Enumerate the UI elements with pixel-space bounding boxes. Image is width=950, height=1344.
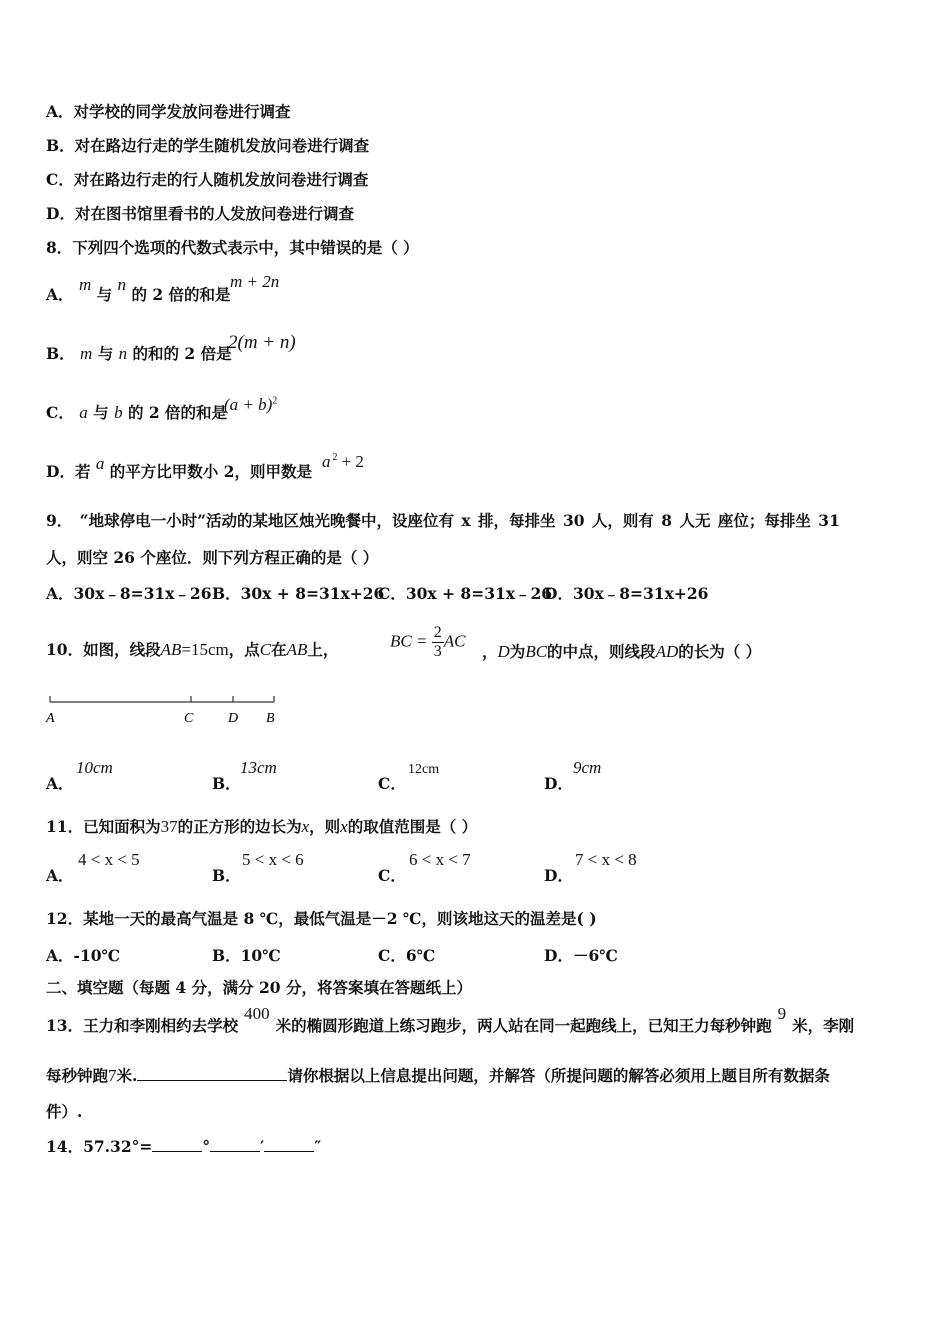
q8-c-expr (224, 395, 277, 415)
q14-sec: ″ (314, 1137, 322, 1156)
q8-c-expr-exp: 2 (272, 395, 278, 407)
q11-pre: 11．已知面积为 (46, 817, 161, 836)
q10-ab: AB (160, 640, 182, 659)
q14-min: ′ (260, 1137, 265, 1156)
q8-stem: 8．下列四个选项的代数式表示中，其中错误的是（ ） (46, 238, 419, 257)
q14-line (46, 1137, 321, 1157)
q8-option-d (46, 454, 312, 482)
q13-pre: 13．王力和李刚相约去学校 (46, 1016, 239, 1035)
q14-deg: ° (202, 1137, 211, 1156)
q10-opt-b-label: B． (212, 774, 241, 793)
q8-b-m: m (80, 344, 93, 363)
q11-mid: 的正方形的边长为 (177, 817, 302, 836)
q7-option-b: B．对在路边行走的学生随机发放问卷进行调查 (46, 136, 370, 155)
q8-option-a (46, 275, 231, 305)
q8-b-yu: 与 (97, 344, 114, 363)
q8-a-yu: 与 (96, 285, 113, 304)
section-2-heading: 二、填空题（每题 4 分，满分 20 分，将答案填在答题纸上） (46, 978, 472, 997)
q10-ab2: AB (286, 640, 308, 659)
q11-opt-c-value: 6 < x < 7 (409, 850, 471, 869)
q8-option-b (46, 344, 232, 364)
q13-line3: 件）. (46, 1102, 83, 1121)
q8-c-b: b (114, 403, 123, 422)
q12-option-b: B．10℃ (212, 946, 281, 965)
q8-a-n: n (117, 275, 127, 294)
q13-line2-post: 请你根据以上信息提出问题，并解答（所提问题的解答必须用上题目所有数据条 (287, 1066, 830, 1085)
q8-c-label: C． (46, 403, 74, 422)
q10-pre: 10．如图，线段 (46, 640, 161, 659)
q8-d-label: D．若 (46, 462, 91, 481)
q7-option-a: A．对学校的同学发放问卷进行调查 (46, 102, 291, 121)
q11-opt-a-value: 4 < x < 5 (78, 850, 140, 869)
q10-opt-b-value: 13cm (240, 758, 277, 777)
q14-degree-blank[interactable] (152, 1137, 202, 1152)
q10-mid1: ，点 (228, 640, 260, 659)
q8-d-expr-a: a (322, 452, 331, 471)
q10-stem-tail (482, 642, 761, 662)
q8-b-expr: 2(m + n) (228, 332, 296, 353)
label-c: C (184, 711, 194, 726)
q10-fraction (432, 624, 444, 661)
q10-comma: ， (482, 642, 498, 661)
q8-d-a: a (95, 454, 105, 473)
q10-bc2: BC (525, 642, 548, 661)
q8-d-expr-rest: + 2 (341, 452, 364, 471)
q10-mid3: 上， (307, 640, 339, 659)
q8-c-a: a (79, 403, 88, 422)
q10-opt-c-value: 12cm (408, 762, 440, 777)
q8-b-n: n (118, 344, 128, 363)
q8-d-text: 的平方比甲数小 2，则甲数是 (109, 462, 312, 481)
q8-a-m: m (78, 275, 92, 294)
q10-eq-val: =15cm (181, 640, 229, 659)
q12-option-a: A．-10℃ (46, 946, 121, 965)
q13-line2-pre: 每秒钟跑 (46, 1066, 109, 1085)
q10-opt-a-value: 10cm (76, 758, 113, 777)
q10-mid4: 为 (509, 642, 526, 661)
label-a: A (46, 711, 55, 726)
q7-option-c: C．对在路边行走的行人随机发放问卷进行调查 (46, 170, 369, 189)
q9-option-b: B．30x + 8=31x+26 (212, 584, 385, 603)
q13-line1 (46, 1004, 855, 1036)
q10-mid2: 在 (271, 640, 287, 659)
q9-option-a: A．30x﹣8=31x﹣26 (46, 584, 212, 603)
q10-post: 的长为（ ） (678, 642, 762, 661)
q11-post: 的取值范围是（ ） (347, 817, 478, 836)
q13-num9: 9 (777, 1004, 787, 1023)
q13-mid: 米的椭圆形跑道上练习跑步，两人站在同一起跑线上，已知王力每秒钟跑 (275, 1016, 772, 1035)
q8-b-label: B． (46, 344, 75, 363)
q11-opt-c-label: C． (378, 866, 406, 885)
q13-post: 米，李刚 (792, 1016, 855, 1035)
q8-d-expr-exp: 2 (332, 452, 338, 464)
q10-opt-d-value: 9cm (573, 758, 602, 777)
q13-num7: 7 (108, 1066, 117, 1085)
q10-frac-num: 2 (433, 624, 442, 641)
q13-line2 (46, 1066, 830, 1086)
q10-c: C (259, 640, 272, 659)
q8-option-c (46, 403, 227, 423)
q11-opt-b-value: 5 < x < 6 (242, 850, 304, 869)
q7-option-d: D．对在图书馆里看书的人发放问卷进行调查 (46, 204, 354, 223)
q8-c-yu: 与 (93, 403, 109, 422)
q11-opt-b-label: B． (212, 866, 241, 885)
q11-x: x (301, 817, 310, 836)
q12-stem: 12．某地一天的最高气温是 8 ℃，最低气温是－2 ℃，则该地这天的温差是( ) (46, 909, 597, 928)
q8-b-text: 的和的 2 倍是 (132, 344, 232, 363)
label-b: B (266, 711, 275, 726)
q12-option-d: D．－6℃ (544, 946, 618, 965)
q8-a-expr: m + 2n (230, 272, 280, 291)
q11-mid2: ，则 (309, 817, 341, 836)
q10-segment-diagram (40, 690, 290, 730)
q9-line2: 人，则空 26 个座位．则下列方程正确的是（ ） (46, 548, 379, 567)
q10-bc: BC = (390, 631, 428, 651)
q14-second-blank[interactable] (264, 1137, 314, 1152)
q14-minute-blank[interactable] (210, 1137, 260, 1152)
q10-d: D (497, 642, 510, 661)
q9-option-d: D．30x﹣8=31x+26 (544, 584, 709, 603)
q8-d-expr (322, 452, 364, 472)
q10-ad: AD (655, 642, 679, 661)
q10-stem (46, 640, 338, 660)
q14-pre: 14．57.32°= (46, 1137, 153, 1156)
q12-option-c: C．6℃ (378, 946, 436, 965)
q10-opt-a-label: A． (46, 774, 74, 793)
q13-line2-mid: 米. (116, 1066, 138, 1085)
q11-x2: x (340, 817, 348, 836)
q10-opt-c-label: C． (378, 774, 406, 793)
q9-option-c: C．30x + 8=31x﹣26 (378, 584, 553, 603)
q10-frac-den: 3 (433, 643, 442, 660)
q10-opt-d-label: D． (544, 774, 573, 793)
q11-opt-d-label: D． (544, 866, 573, 885)
q11-num: 37 (160, 817, 178, 836)
q8-c-expr-base: (a + b) (224, 395, 273, 414)
q10-bc-formula (390, 624, 465, 661)
q11-opt-d-value: 7 < x < 8 (575, 850, 637, 869)
q11-stem (46, 817, 477, 837)
q13-num400: 400 (244, 1004, 270, 1023)
q11-opt-a-label: A． (46, 866, 74, 885)
q13-answer-blank[interactable] (137, 1066, 287, 1081)
q8-a-label: A． (46, 285, 74, 304)
q9-line1: 9． “地球停电一小时”活动的某地区烛光晚餐中，设座位有 x 排，每排坐 30 人，则有 8 人无 座位；每排坐 31 (46, 511, 840, 530)
q10-ac: AC (443, 631, 466, 651)
label-d: D (228, 711, 239, 726)
q8-a-text: 的 2 倍的和是 (131, 285, 231, 304)
q10-mid5: 的中点，则线段 (547, 642, 656, 661)
q8-c-text: 的 2 倍的和是 (127, 403, 228, 422)
